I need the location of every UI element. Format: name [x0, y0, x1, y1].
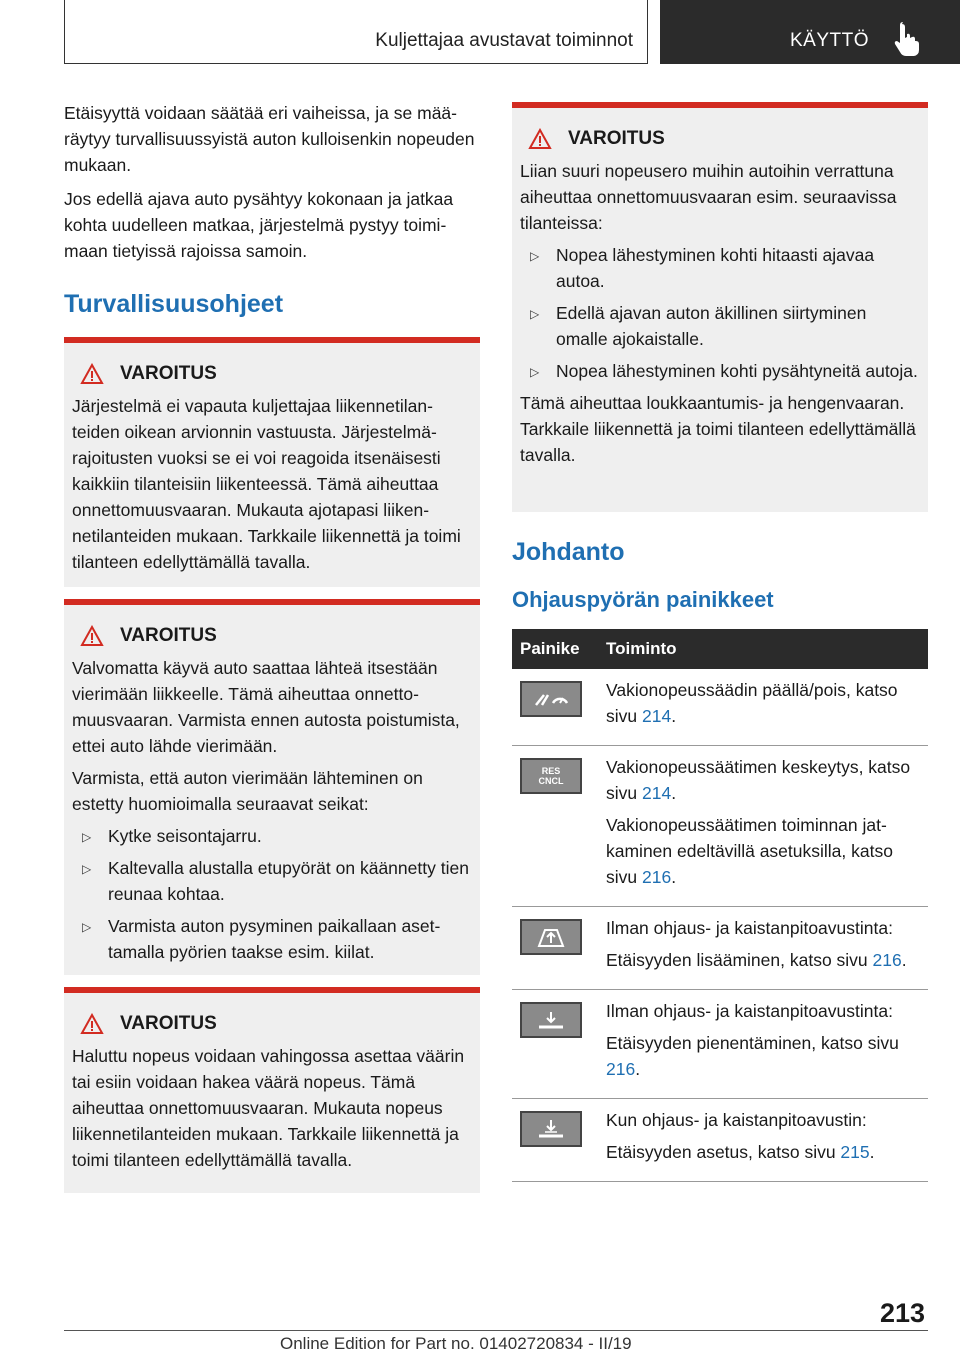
page-number: 213	[880, 1298, 926, 1328]
triangle-bullet-icon: ▷	[82, 920, 92, 934]
warning-text: Liian suuri nopeusero muihin autoihin verrattuna aiheuttaa onnettomuusvaaran esim. seuraavissa tilanteissa:	[520, 161, 897, 233]
triangle-bullet-icon: ▷	[530, 365, 540, 379]
button-cell	[512, 746, 598, 907]
button-cell	[512, 907, 598, 990]
page-link[interactable]: 216	[872, 950, 902, 970]
distance-decrease-icon	[520, 1002, 582, 1038]
triangle-bullet-icon: ▷	[82, 862, 92, 876]
warning-triangle-icon	[528, 128, 552, 150]
warning-triangle-icon	[80, 1013, 104, 1035]
warning-text: Valvomatta käyvä auto saattaa lähteä itsestään vierimään liikkeelle. Tämä aiheuttaa onnettomuusvaaran. Varmista ennen autosta poistumista, ettei auto lähde vierimään.	[72, 658, 460, 756]
table-row	[512, 907, 928, 990]
column-header: Painike	[512, 629, 598, 669]
list-item: ▷ Edellä ajavan auton äkillinen siirtyminen omalle ajokaistalle.	[530, 303, 867, 349]
function-cell: Vakionopeussäätimen keskeytys, katso sivu 214. Vakionopeussäätimen toiminnan jatkaminen edeltävillä asetuksilla, katso sivu 216.	[598, 746, 928, 907]
bullet-list	[520, 242, 920, 384]
table-row	[512, 1099, 928, 1182]
warning-triangle-icon	[80, 363, 104, 385]
list-item: ▷ Kaltevalla alustalla etupyörät on käännetty tien reunaa kohtaa.	[82, 858, 469, 904]
warning-text: Varmista, että auton vierimään lähteminen on estetty huomioimalla seuraavat seikat:	[72, 768, 423, 814]
function-cell: Vakionopeussäädin päällä/pois, katso sivu 214.	[598, 669, 928, 746]
function-cell: Ilman ohjaus- ja kaistanpitoavustinta: Etäisyyden lisääminen, katso sivu 216.	[598, 907, 928, 990]
warning-box-4	[512, 102, 928, 512]
safety-heading: Turvallisuusohjeet	[64, 290, 284, 318]
distance-setting-icon	[520, 1111, 582, 1147]
table-row	[512, 746, 928, 907]
page-link[interactable]: 216	[641, 867, 672, 887]
page-link[interactable]: 214	[641, 783, 672, 803]
footer-divider	[64, 1330, 928, 1331]
intro-paragraph-2: Jos edellä ajava auto pysähtyy kokonaan ja jatkaa kohta uudelleen matkaa, järjestelmä pystyy toimimaan tietyissä rajoissa samoin.	[64, 189, 454, 261]
warning-box-1	[64, 337, 480, 587]
button-table	[512, 629, 928, 1182]
triangle-bullet-icon: ▷	[530, 307, 540, 321]
warning-box-2	[64, 599, 480, 975]
res-cncl-button-icon: RES CNCL	[520, 758, 582, 794]
button-cell	[512, 990, 598, 1099]
left-column	[64, 100, 480, 1193]
page-link[interactable]: 215	[840, 1142, 870, 1162]
warning-title: VAROITUS	[528, 128, 920, 150]
button-cell	[512, 669, 598, 746]
buttons-subheading: Ohjauspyörän painikkeet	[512, 587, 774, 612]
edition-footer: Online Edition for Part no. 01402720834 - II/19	[280, 1334, 632, 1353]
hand-pointer-icon	[894, 22, 922, 56]
section-label: KÄYTTÖ	[790, 30, 870, 51]
right-column	[512, 102, 928, 1182]
chapter-tab	[64, 0, 648, 64]
triangle-bullet-icon: ▷	[82, 830, 92, 844]
chapter-title: Kuljettajaa avustavat toiminnot	[375, 30, 633, 51]
warning-triangle-icon	[80, 625, 104, 647]
cruise-on-off-icon	[520, 681, 582, 717]
table-row	[512, 990, 928, 1099]
distance-increase-icon	[520, 919, 582, 955]
column-header: Toiminto	[598, 629, 928, 669]
page-link[interactable]: 216	[606, 1059, 636, 1079]
bullet-list	[72, 823, 472, 965]
list-item: ▷ Kytke seisontajarru.	[72, 823, 472, 849]
table-row	[512, 669, 928, 746]
section-tab	[660, 0, 960, 64]
warning-title: VAROITUS	[80, 363, 472, 385]
intro-heading: Johdanto	[512, 538, 625, 566]
warning-text: Haluttu nopeus voidaan vahingossa asettaa väärin tai esiin voidaan hakea väärä nopeus. Tämä aiheuttaa onnettomuusvaaran. Mukauta nopeus liikennetilanteiden mukaan. Tarkkaile liikennettä ja toimi tilanteen edellyttämällä tavalla.	[72, 1046, 465, 1170]
warning-title: VAROITUS	[80, 1013, 472, 1035]
button-cell	[512, 1099, 598, 1182]
triangle-bullet-icon: ▷	[530, 249, 540, 263]
warning-box-3	[64, 987, 480, 1193]
function-cell: Kun ohjaus- ja kaistanpitoavustin: Etäisyyden asetus, katso sivu 215.	[598, 1099, 928, 1182]
list-item: ▷ Nopea lähestyminen kohti pysähtyneitä autoja.	[520, 358, 920, 384]
function-cell: Ilman ohjaus- ja kaistanpitoavustinta: Etäisyyden pienentäminen, katso sivu 216.	[598, 990, 928, 1099]
page-link[interactable]: 214	[641, 706, 672, 726]
table-header-row	[512, 629, 928, 669]
list-item: ▷ Varmista auton pysyminen paikallaan asettamalla pyörien taakse esim. kiilat.	[82, 916, 441, 962]
warning-title: VAROITUS	[80, 625, 472, 647]
warning-text: Järjestelmä ei vapauta kuljettajaa liikennetilanteiden oikean arvionnin vastuusta. Järjestelmärajoitusten vuoksi se ei voi reagoida itsenäisesti kaikkiin tilanteisiin liikenteessä. Tämä aiheuttaa onnettomuusvaaran. Mukauta ajotapasi liikennetilanteiden mukaan. Tarkkaile liikennettä ja toimi tilanteen edellyttämällä tavalla.	[72, 396, 461, 572]
list-item: ▷ Nopea lähestyminen kohti hitaasti ajavaa autoa.	[530, 245, 875, 291]
intro-paragraph-1: Etäisyyttä voidaan säätää eri vaiheissa, ja se määräytyy turvallisuussyistä auton kulloisenkin nopeuden mukaan.	[64, 103, 475, 175]
warning-text: Tämä aiheuttaa loukkaantumis- ja hengenvaaran. Tarkkaile liikennettä ja toimi tilanteen edellyttämällä tavalla.	[520, 393, 916, 465]
